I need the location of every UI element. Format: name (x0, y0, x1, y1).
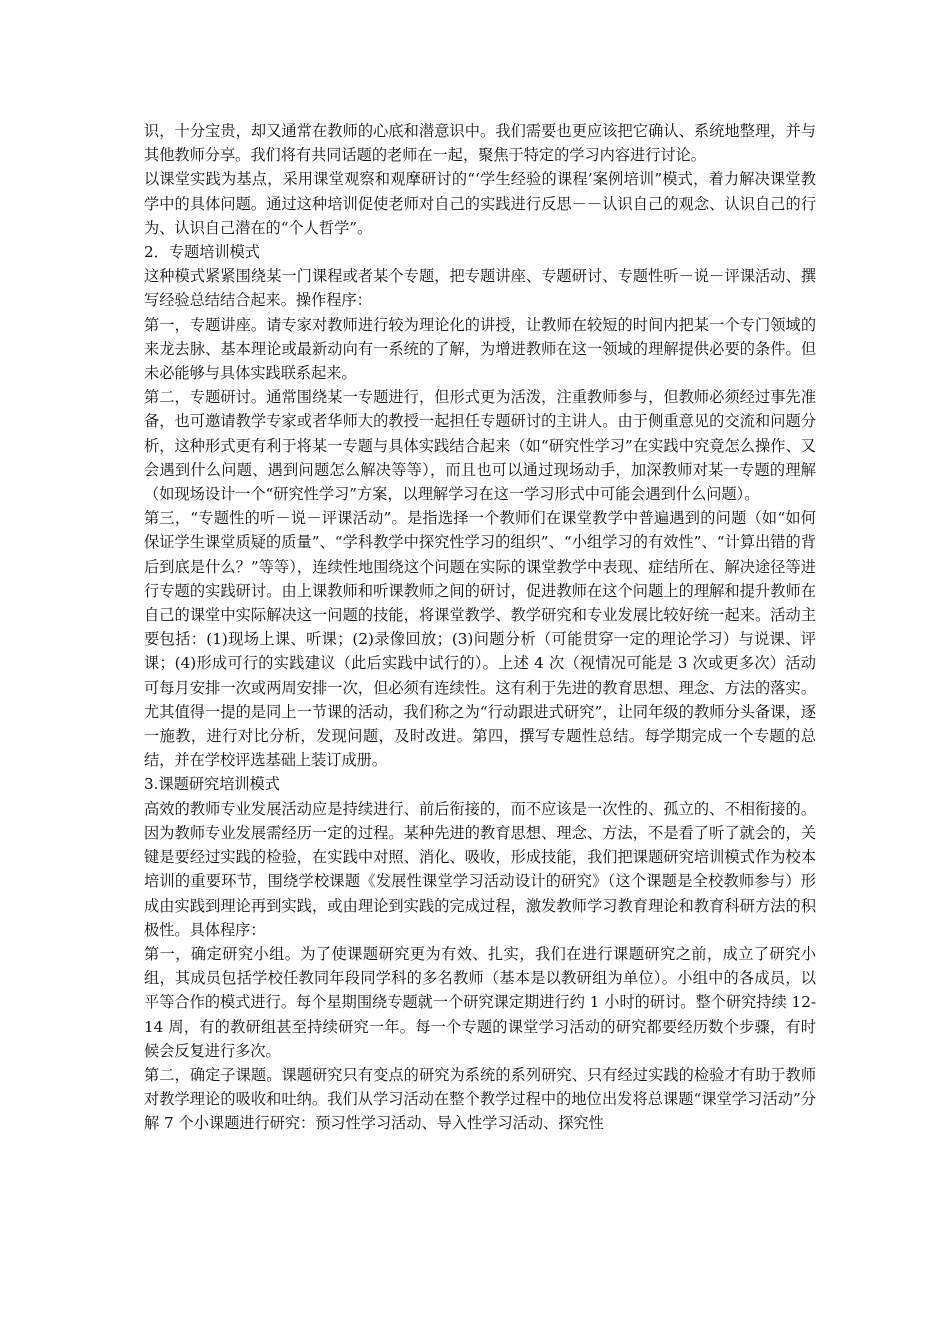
paragraph-step-lesson-activity: 第三，“专题性的听－说－评课活动”。是指选择一个教师们在课堂教学中普遍遇到的问题（如“如何保证学生课堂质疑的质量”、“学科教学中探究性学习的组织”、“小组学习的有效性”、“计算出错的背后到底是什么？”等等），连续性地围绕这个问题在实际的课堂教学中表现、症结所在、解决途径等进行专题的实践研讨。由上课教师和听课教师之间的研讨，促进教师在这个问题上的理解和提升教师在自己的课堂中实际解决这一问题的技能，将课堂教学、教学研究和专业发展比较好统一起来。活动主要包括：(1)现场上课、听课；(2)录像回放；(3)问题分析（可能贯穿一定的理论学习）与说课、评课；(4)形成可行的实践建议（此后实践中试行的）。上述 4 次（视情况可能是 3 次或更多次）活动可每月安排一次或两周安排一次，但必须有连续性。这有利于先进的教育思想、理念、方法的落实。尤其值得一提的是同上一节课的活动，我们称之为“行动跟进式研究”，让同年级的教师分头备课，逐一施教，进行对比分析，发现问题，及时改进。第四，撰写专题性总结。每学期完成一个专题的总结，并在学校评选基础上装订成册。 (144, 509, 816, 770)
paragraph-step-lecture: 第一，专题讲座。请专家对教师进行较为理论化的讲授，让教师在较短的时间内把某一个专门领域的来龙去脉、基本理论或最新动向有一系统的了解，为增进教师在这一领域的理解提供必要的条件。但未必能够与具体实践联系起来。 (144, 315, 816, 383)
paragraph-step-research-group: 第一，确定研究小组。为了使课题研究更为有效、扎实，我们在进行课题研究之前，成立了研究小组，其成员包括学校任教同年段同学科的多名教师（基本是以教研组为单位）。小组中的各成员，以平等合作的模式进行。每个星期围绕专题就一个研究课定期进行约 1 小时的研讨。整个研究持续 12-14 周，有的教研组甚至持续研究一年。每一个专题的课堂学习活动的研究都要经历数个步骤，有时候会反复进行多次。 (144, 944, 816, 1060)
paragraph-intro-continued: 识，十分宝贵，却又通常在教师的心底和潜意识中。我们需要也更应该把它确认、系统地整理，并与其他教师分享。我们将有共同话题的老师在一起，聚焦于特定的学习内容进行讨论。 (144, 122, 816, 165)
section-heading-topic-training: 2．专题培训模式 (144, 243, 260, 262)
paragraph-step-seminar: 第二，专题研讨。通常围绕某一专题进行，但形式更为活泼，注重教师参与，但教师必须经过事先准备，也可邀请教学专家或者华师大的教授一起担任专题研讨的主讲人。由于侧重意见的交流和问题分析，这种形式更有利于将某一专题与具体实践结合起来（如“研究性学习”在实践中究竟怎么操作、又会遇到什么问题、遇到问题怎么解决等等），而且也可以通过现场动手，加深教师对某一专题的理解（如现场设计一个“研究性学习”方案，以理解学习在这一学习形式中可能会遇到什么问题）。 (144, 388, 816, 504)
paragraph-topic-mode: 这种模式紧紧围绕某一门课程或者某个专题，把专题讲座、专题研讨、专题性听－说－评课活动、撰写经验总结结合起来。操作程序： (144, 267, 816, 310)
paragraph-step-subtopics: 第二，确定子课题。课题研究只有变点的研究为系统的系列研究、只有经过实践的检验才有助于教师对教学理论的吸收和吐纳。我们从学习活动在整个教学过程中的地位出发将总课题“课堂学习活动”分解 7 个小课题进行研究：预习性学习活动、导入性学习活动、探究性 (144, 1065, 816, 1133)
document-body (144, 119, 816, 1136)
paragraph-case-training: 以课堂实践为基点，采用课堂观察和观摩研讨的“‘学生经验的课程’案例培训”模式，着力解决课堂教学中的具体问题。通过这种培训促使老师对自己的实践进行反思－－认识自己的观念、认识自己的行为、认识自己潜在的“个人哲学”。 (144, 170, 816, 237)
section-heading-research-training: 3.课题研究培训模式 (144, 775, 280, 794)
paragraph-research-mode: 高效的教师专业发展活动应是持续进行、前后衔接的，而不应该是一次性的、孤立的、不相衔接的。因为教师专业发展需经历一定的过程。某种先进的教育思想、理念、方法，不是看了听了就会的，关键是要经过实践的检验，在实践中对照、消化、吸收，形成技能，我们把课题研究培训模式作为校本培训的重要环节，围绕学校课题《发展性课堂学习活动设计的研究》（这个课题是全校教师参与）形成由实践到理论再到实践，或由理论到实践的完成过程，激发教师学习教育理论和教育科研方法的积极性。具体程序： (144, 799, 816, 939)
